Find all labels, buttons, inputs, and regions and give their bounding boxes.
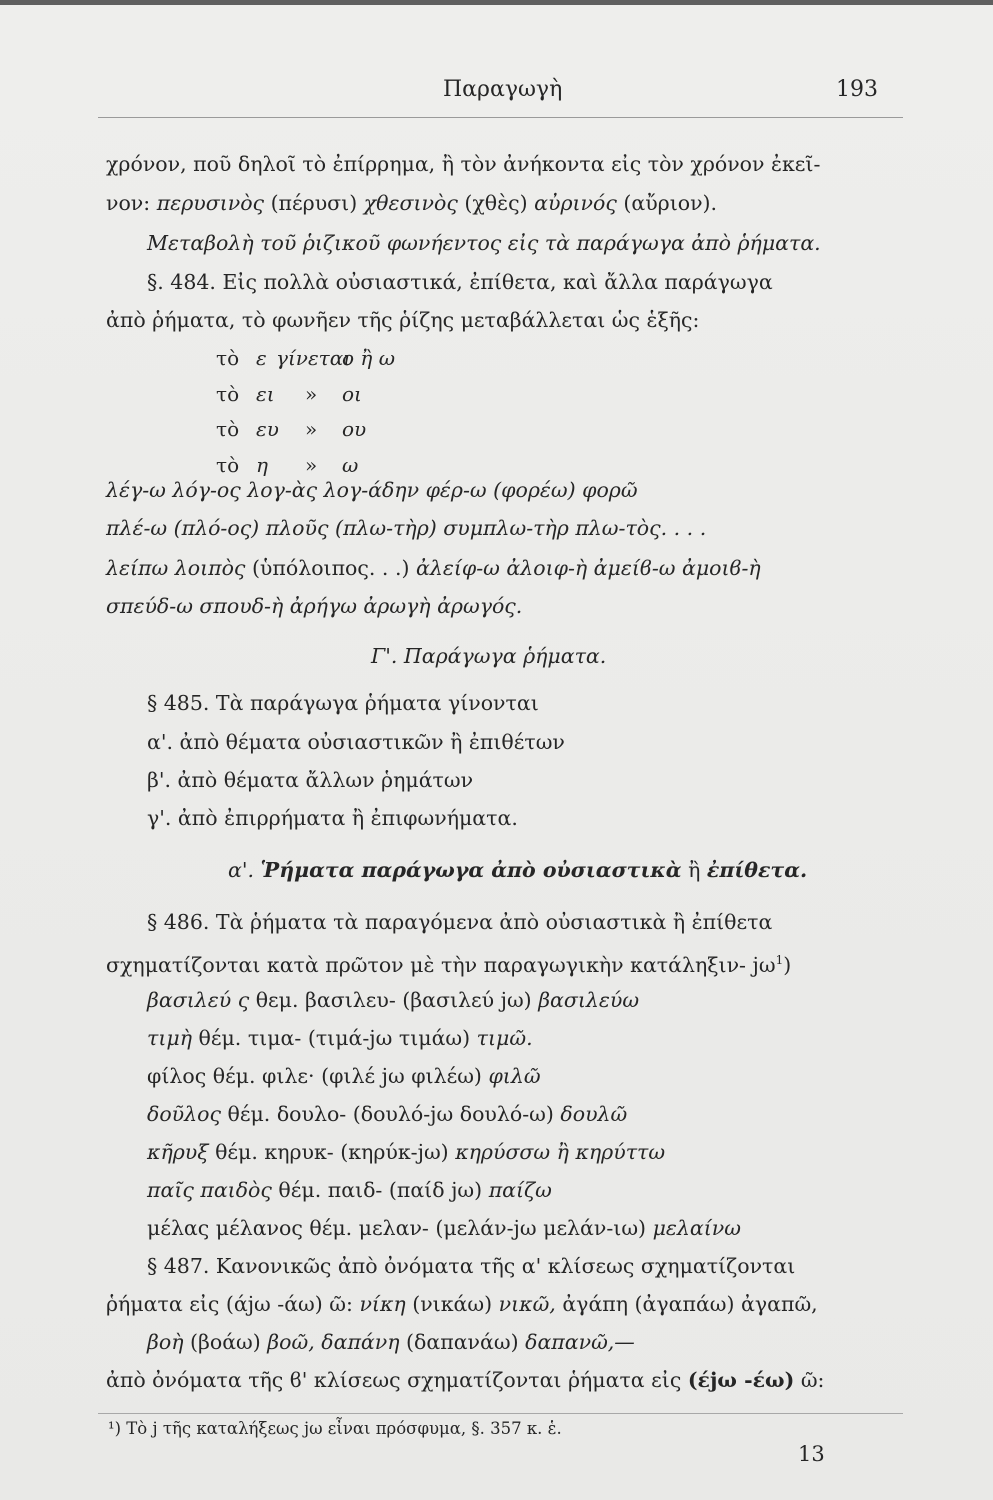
vowel-mark: » [305, 382, 318, 406]
paragraph-486: § 486. Τὰ ῥήματα τὰ παραγόμενα ἀπὸ οὐσιαστικὰ ἢ ἐπίθετα [147, 910, 773, 934]
subheading: Μεταβολὴ τοῦ ῥιζικοῦ φωνήεντος εἰς τὰ παράγωγα ἀπὸ ῥήματα. [147, 231, 821, 255]
list-item: α'. ἀπὸ θέματα οὐσιαστικῶν ἢ ἐπιθέτων [147, 730, 565, 754]
vowel-to: ο ἢ ω [342, 346, 396, 370]
paragraph-485: § 485. Τὰ παράγωγα ῥήματα γίνονται [147, 691, 539, 715]
example-line: πλέ-ω (πλό-ος) πλοῦς (πλω-τὴρ) συμπλω-τὴρ πλω-τὸς. . . . [106, 516, 707, 540]
derivation-row: φίλος θέμ. φιλε· (φιλέ jω φιλέω) φιλῶ [147, 1064, 541, 1088]
vowel-from: ευ [256, 417, 279, 441]
vowel-to: ω [342, 453, 359, 477]
list-item: β'. ἀπὸ θέματα ἄλλων ῥημάτων [147, 768, 474, 792]
derivation-row: μέλας μέλανος θέμ. μελαν- (μελάν-jω μελάν-ιω) μελαίνω [147, 1216, 741, 1240]
derivation-row: βασιλεύ ς θεμ. βασιλευ- (βασιλεύ jω) βασιλεύω [147, 988, 640, 1012]
vowel-to: ου [342, 417, 367, 441]
example-line: λέγ-ω λόγ-ος λογ-ὰς λογ-άδην φέρ-ω (φορέω) φορῶ [106, 478, 638, 502]
paragraph-484: §. 484. Εἰς πολλὰ οὐσιαστικά, ἐπίθετα, καὶ ἄλλα παράγωγα [147, 270, 773, 294]
running-head: Παραγωγὴ [443, 77, 563, 102]
text-line: ἀπὸ ὀνόματα τῆς ϐ' κλίσεως σχηματίζονται ῥήματα εἰς (έjω -έω) ῶ: [106, 1368, 825, 1392]
text-line: ἀπὸ ῥήματα, τὸ φωνῆεν τῆς ῥίζης μεταβάλλεται ὡς ἑξῆς: [106, 308, 700, 332]
article: τὸ [216, 382, 240, 406]
section-heading: Γ'. Παράγωγα ῥήματα. [371, 644, 607, 668]
footnote: ¹) Τὸ j τῆς καταλήξεως jω εἶναι πρόσφυμα, §. 357 κ. ἑ. [108, 1419, 562, 1438]
vowel-mark: γίνεται [276, 346, 352, 370]
example-line: σπεύδ-ω σπουδ-ὴ ἀρήγω ἀρωγὴ ἀρωγός. [106, 594, 523, 618]
vowel-from: ει [256, 382, 275, 406]
article: τὸ [216, 453, 240, 477]
derivation-row: παῖς παιδὸς θέμ. παιδ- (παίδ jω) παίζω [147, 1178, 552, 1202]
section-heading: α'. Ῥήματα παράγωγα ἀπὸ οὐσιαστικὰ ἢ ἐπίθετα. [228, 858, 808, 882]
footnote-rule [98, 1413, 903, 1414]
article: τὸ [216, 417, 240, 441]
example-line: λείπω λοιπὸς (ὑπόλοιπος. . .) ἀλείφ-ω ἀλοιφ-ὴ ἀμείϐ-ω ἀμοιϐ-ὴ [106, 556, 761, 580]
list-item: γ'. ἀπὸ ἐπιρρήματα ἢ ἐπιφωνήματα. [147, 806, 518, 830]
header-rule [98, 117, 903, 118]
article: τὸ [216, 346, 240, 370]
vowel-from: ε [256, 346, 267, 370]
vowel-to: οι [342, 382, 362, 406]
signature-mark: 13 [798, 1442, 825, 1466]
text-line: σχηματίζονται κατὰ πρῶτον μὲ τὴν παραγωγικὴν κατάληξιν- $j\omega^1$) [106, 952, 792, 977]
page-number: 193 [836, 77, 878, 102]
vowel-from: η [256, 453, 268, 477]
paragraph-487: § 487. Κανονικῶς ἀπὸ ὀνόματα τῆς α' κλίσεως σχηματίζονται [147, 1254, 796, 1278]
vowel-mark: » [305, 453, 318, 477]
text-line: ῥήματα εἰς (άjω -άω) ῶ: νίκη (νικάω) νικῶ, ἀγάπη (ἀγαπάω) ἀγαπῶ, [106, 1292, 818, 1316]
derivation-row: δοῦλος θέμ. δουλο- (δουλό-jω δουλό-ω) δουλῶ [147, 1102, 628, 1126]
derivation-row: κῆρυξ θέμ. κηρυκ- (κηρύκ-jω) κηρύσσω ἢ κηρύττω [147, 1140, 666, 1164]
text-line: νον: περυσινὸς (πέρυσι) χθεσινὸς (χθὲς) αὐρινός (αὔριον). [106, 191, 718, 215]
derivation-row: τιμὴ θέμ. τιμα- (τιμά-jω τιμάω) τιμῶ. [147, 1026, 533, 1050]
vowel-mark: » [305, 417, 318, 441]
text-line: βοὴ (βοάω) βοῶ, δαπάνη (δαπανάω) δαπανῶ,— [147, 1330, 635, 1354]
text-line: χρόνον, ποῦ δηλοῖ τὸ ἐπίρρημα, ἢ τὸν ἀνήκοντα εἰς τὸν χρόνον ἐκεῖ- [106, 152, 821, 176]
